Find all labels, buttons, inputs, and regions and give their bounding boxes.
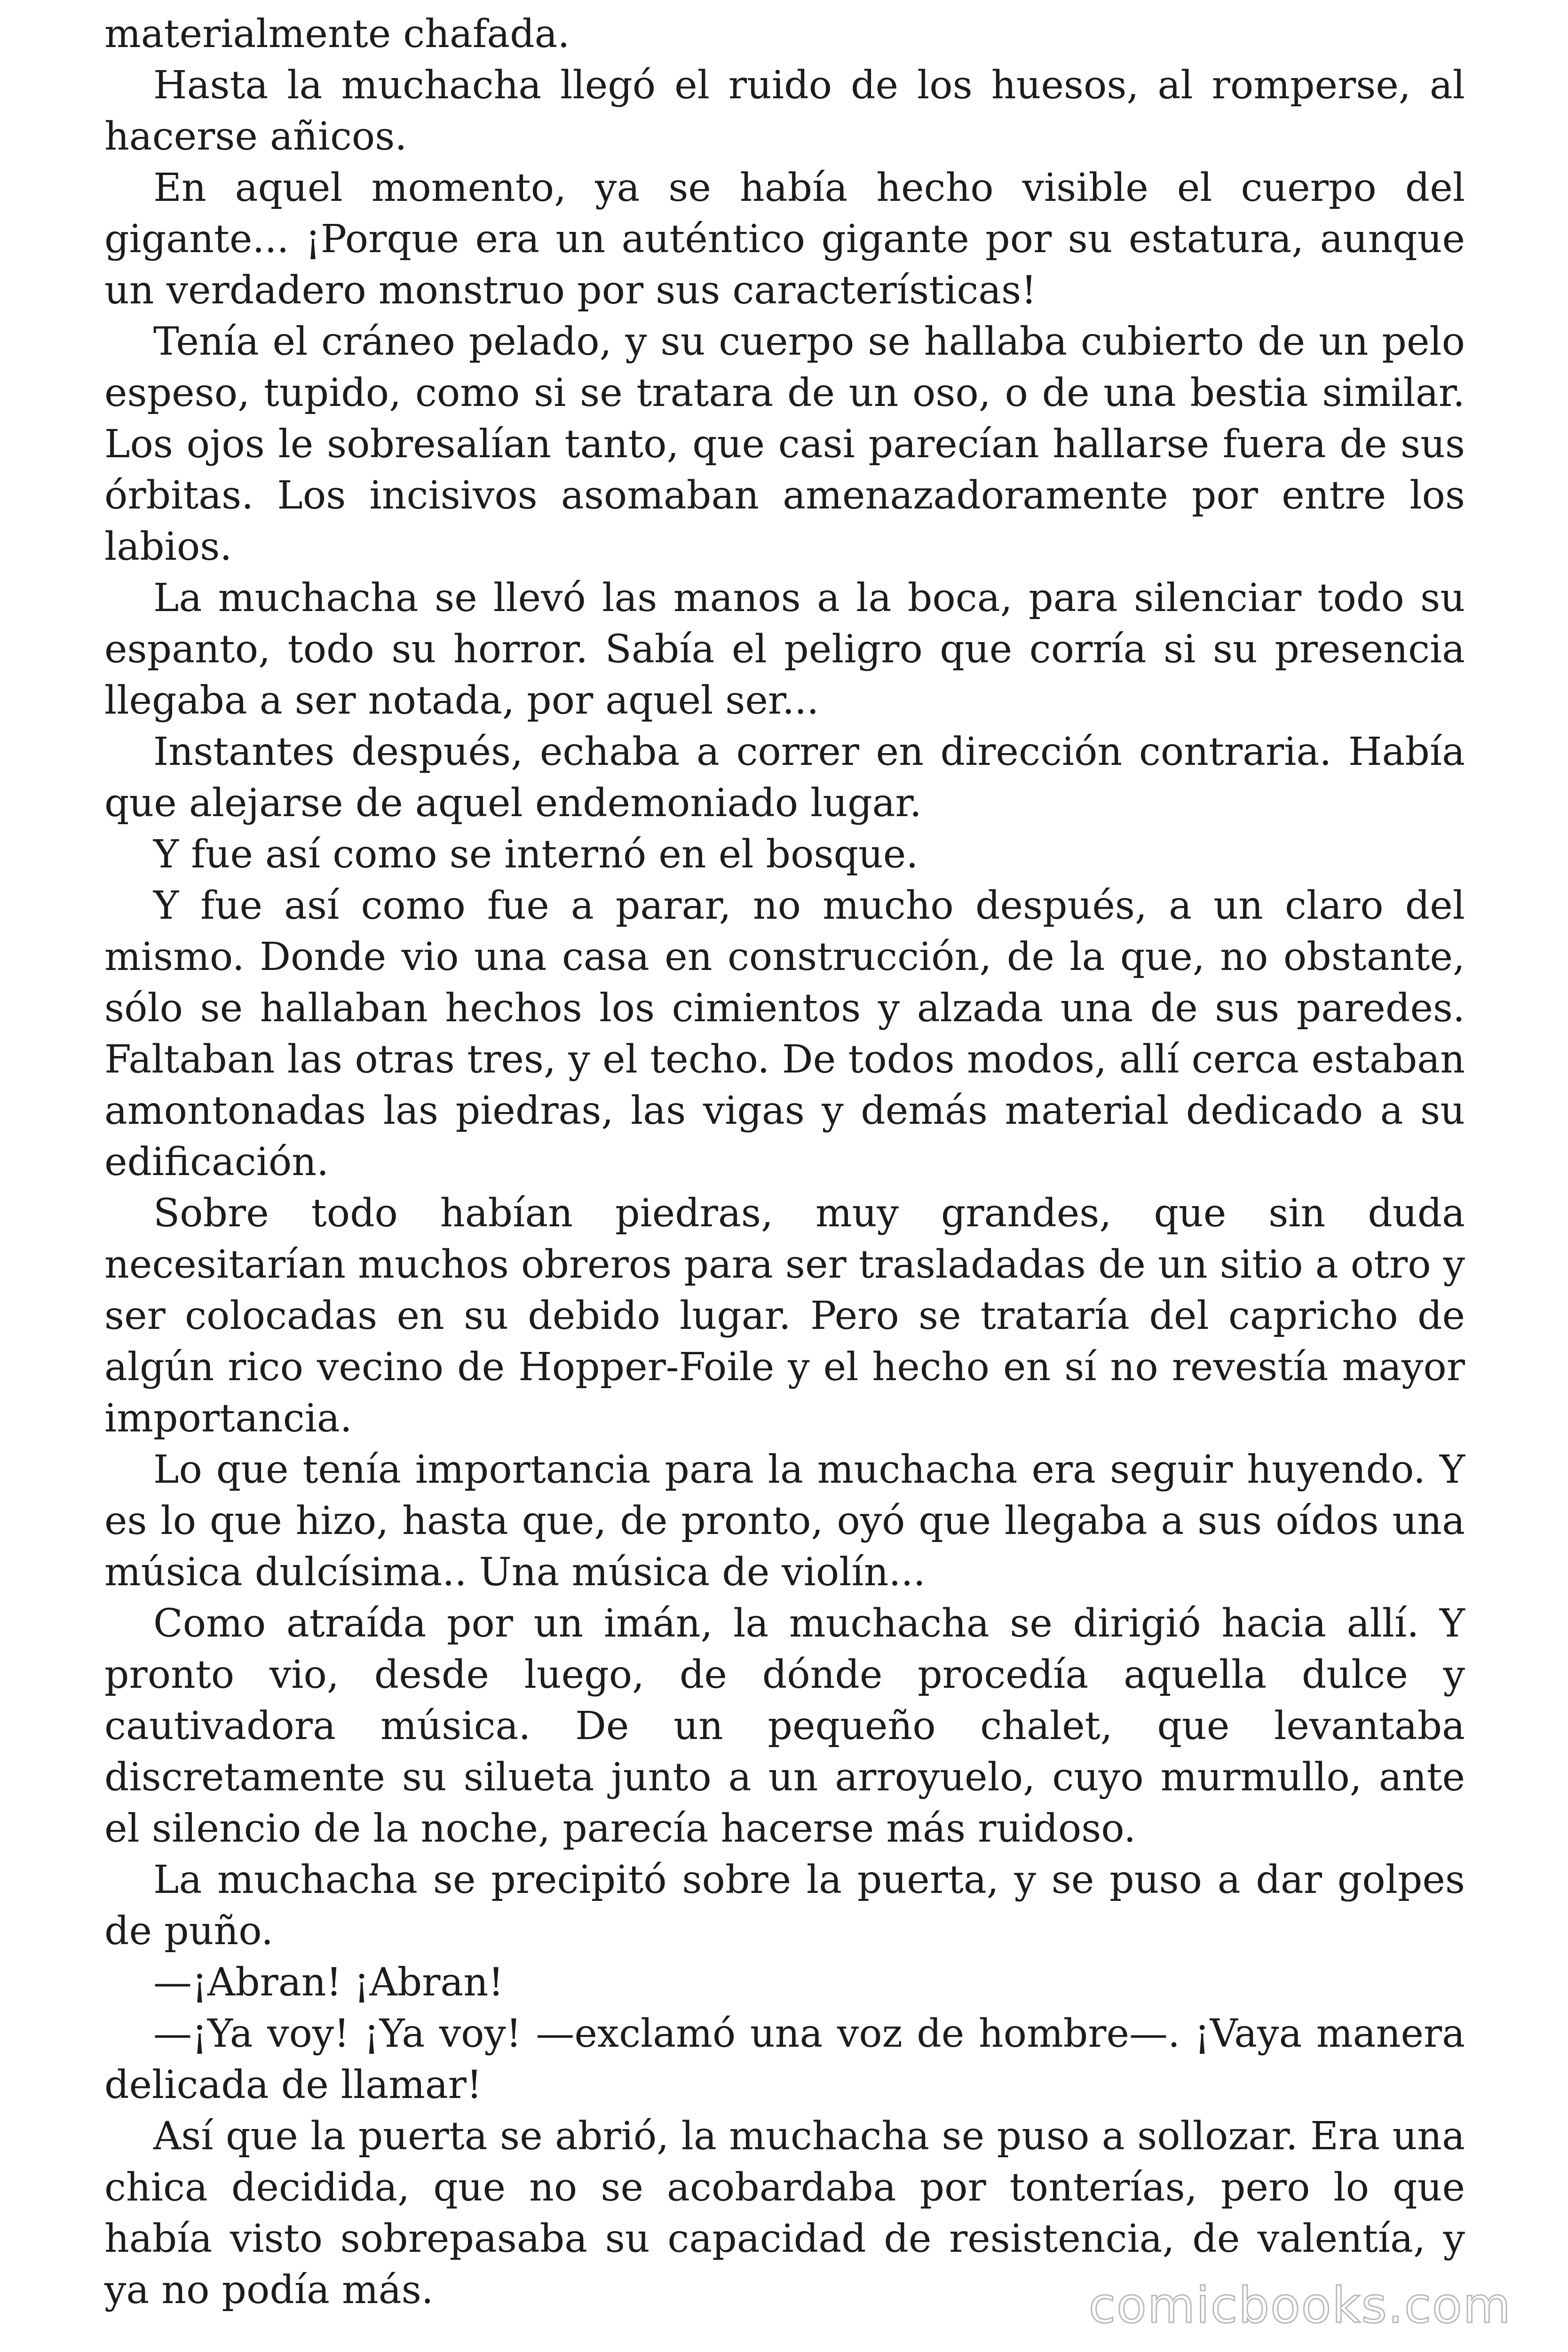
dialogue-line: —¡Ya voy! ¡Ya voy! —exclamó una voz de hombre—. ¡Vaya manera delicada de llamar!	[104, 2011, 1465, 2107]
site-watermark: comicbooks.com	[1088, 2277, 1512, 2334]
paragraph: Tenía el cráneo pelado, y su cuerpo se hallaba cubierto de un pelo espeso, tupido, como si se tratara de un oso, o de una bestia similar. Los ojos le sobresalían tanto, que casi parecían hallarse fuera de sus órbitas. Los incisivos asomaban amenazadoramente por entre los labios.	[104, 319, 1465, 569]
paragraph: Y fue así como se internó en el bosque.	[153, 832, 919, 877]
paragraph-continuation: materialmente chafada.	[104, 12, 570, 56]
paragraph: Así que la puerta se abrió, la muchacha se puso a sollozar. Era una chica decidida, que no se acobardaba por tonterías, pero lo que había visto sobrepasaba su capacidad de resistencia, de valentía, y ya no podía más.	[104, 2114, 1465, 2312]
paragraph: Hasta la muchacha llegó el ruido de los huesos, al romperse, al hacerse añicos.	[104, 63, 1465, 159]
paragraph: Y fue así como fue a parar, no mucho después, a un claro del mismo. Donde vio una casa en construcción, de la que, no obstante, sólo se hallaban hechos los cimientos y alzada una de sus paredes. Faltaban las otras tres, y el techo. De todos modos, allí cerca estaban amontonadas las piedras, las vigas y demás material dedicado a su edificación.	[104, 883, 1465, 1184]
dialogue-line: —¡Abran! ¡Abran!	[153, 1960, 504, 2005]
paragraph: Como atraída por un imán, la muchacha se dirigió hacia allí. Y pronto vio, desde luego, de dónde procedía aquella dulce y cautivadora música. De un pequeño chalet, que levantaba discretamente su silueta junto a un arroyuelo, cuyo murmullo, ante el silencio de la noche, parecía hacerse más ruidoso.	[104, 1601, 1465, 1851]
paragraph: En aquel momento, ya se había hecho visible el cuerpo del gigante... ¡Porque era un auténtico gigante por su estatura, aunque un verdadero monstruo por sus características!	[104, 166, 1465, 313]
paragraph: La muchacha se precipitó sobre la puerta, y se puso a dar golpes de puño.	[104, 1858, 1465, 1954]
paragraph: Sobre todo habían piedras, muy grandes, que sin duda necesitarían muchos obreros para ser trasladadas de un sitio a otro y ser colocadas en su debido lugar. Pero se trataría del capricho de algún rico vecino de Hopper-Foile y el hecho en sí no revestía mayor importancia.	[104, 1191, 1465, 1441]
paragraph: Instantes después, echaba a correr en dirección contraria. Había que alejarse de aquel endemoniado lugar.	[104, 730, 1465, 826]
paragraph: La muchacha se llevó las manos a la boca, para silenciar todo su espanto, todo su horror. Sabía el peligro que corría si su presencia llegaba a ser notada, por aquel ser...	[104, 576, 1465, 723]
book-page-text	[104, 8, 1465, 2316]
paragraph: Lo que tenía importancia para la muchacha era seguir huyendo. Y es lo que hizo, hasta que, de pronto, oyó que llegaba a sus oídos una música dulcísima.. Una música de violín...	[104, 1447, 1465, 1595]
